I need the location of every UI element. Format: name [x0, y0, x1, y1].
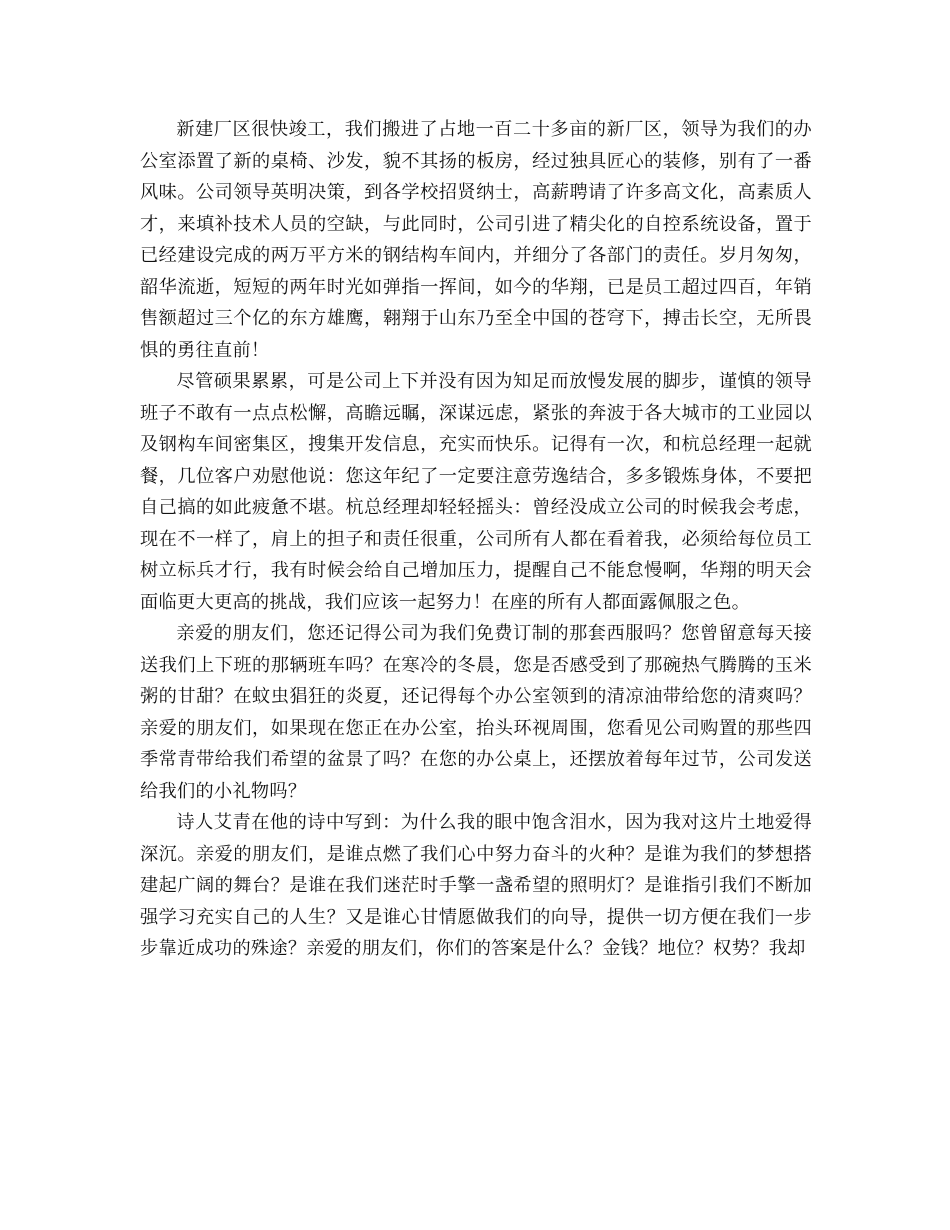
paragraph-1: 新建厂区很快竣工，我们搬进了占地一百二十多亩的新厂区，领导为我们的办公室添置了新的桌椅、沙发，貌不其扬的板房，经过独具匠心的装修，别有了一番风味。公司领导英明决策，到各学校招贤纳士，高薪聘请了许多高文化，高素质人才，来填补技术人员的空缺，与此同时，公司引进了精尖化的自控系统设备，置于已经建设完成的两万平方米的钢结构车间内，并细分了各部门的责任。岁月匆匆，韶华流逝，短短的两年时光如弹指一挥间，如今的华翔，已是员工超过四百，年销售额超过三个亿的东方雄鹰，翱翔于山东乃至全中国的苍穹下，搏击长空，无所畏惧的勇往直前！	[140, 119, 812, 361]
paragraph-3: 亲爱的朋友们，您还记得公司为我们免费订制的那套西服吗？您曾留意每天接送我们上下班的那辆班车吗？在寒冷的冬晨，您是否感受到了那碗热气腾腾的玉米粥的甘甜？在蚊虫猖狂的炎夏，还记得每个办公室领到的清凉油带给您的清爽吗？亲爱的朋友们，如果现在您正在办公室，抬头环视周围，您看见公司购置的那些四季常青带给我们希望的盆景了吗？在您的办公桌上，还摆放着每年过节，公司发送给我们的小礼物吗？	[140, 623, 812, 802]
paragraph-2: 尽管硕果累累，可是公司上下并没有因为知足而放慢发展的脚步，谨慎的领导班子不敢有一点点松懈，高瞻远瞩，深谋远虑，紧张的奔波于各大城市的工业园以及钢构车间密集区，搜集开发信息，充实而快乐。记得有一次，和杭总经理一起就餐，几位客户劝慰他说：您这年纪了一定要注意劳逸结合，多多锻炼身体，不要把自己搞的如此疲惫不堪。杭总经理却轻轻摇头：曾经没成立公司的时候我会考虑，现在不一样了，肩上的担子和责任很重，公司所有人都在看着我，必须给每位员工树立标兵才行，我有时候会给自己增加压力，提醒自己不能怠慢啊，华翔的明天会面临更大更高的挑战，我们应该一起努力！在座的所有人都面露佩服之色。	[140, 371, 812, 613]
paragraph-4: 诗人艾青在他的诗中写到：为什么我的眼中饱含泪水，因为我对这片土地爱得深沉。亲爱的朋友们，是谁点燃了我们心中努力奋斗的火种？是谁为我们的梦想搭建起广阔的舞台？是谁在我们迷茫时手擎一盏希望的照明灯？是谁指引我们不断加强学习充实自己的人生？又是谁心甘情愿做我们的向导，提供一切方便在我们一步步靠近成功的殊途？亲爱的朋友们，你们的答案是什么？金钱？地位？权势？我却	[140, 812, 812, 959]
document-body	[140, 114, 812, 965]
